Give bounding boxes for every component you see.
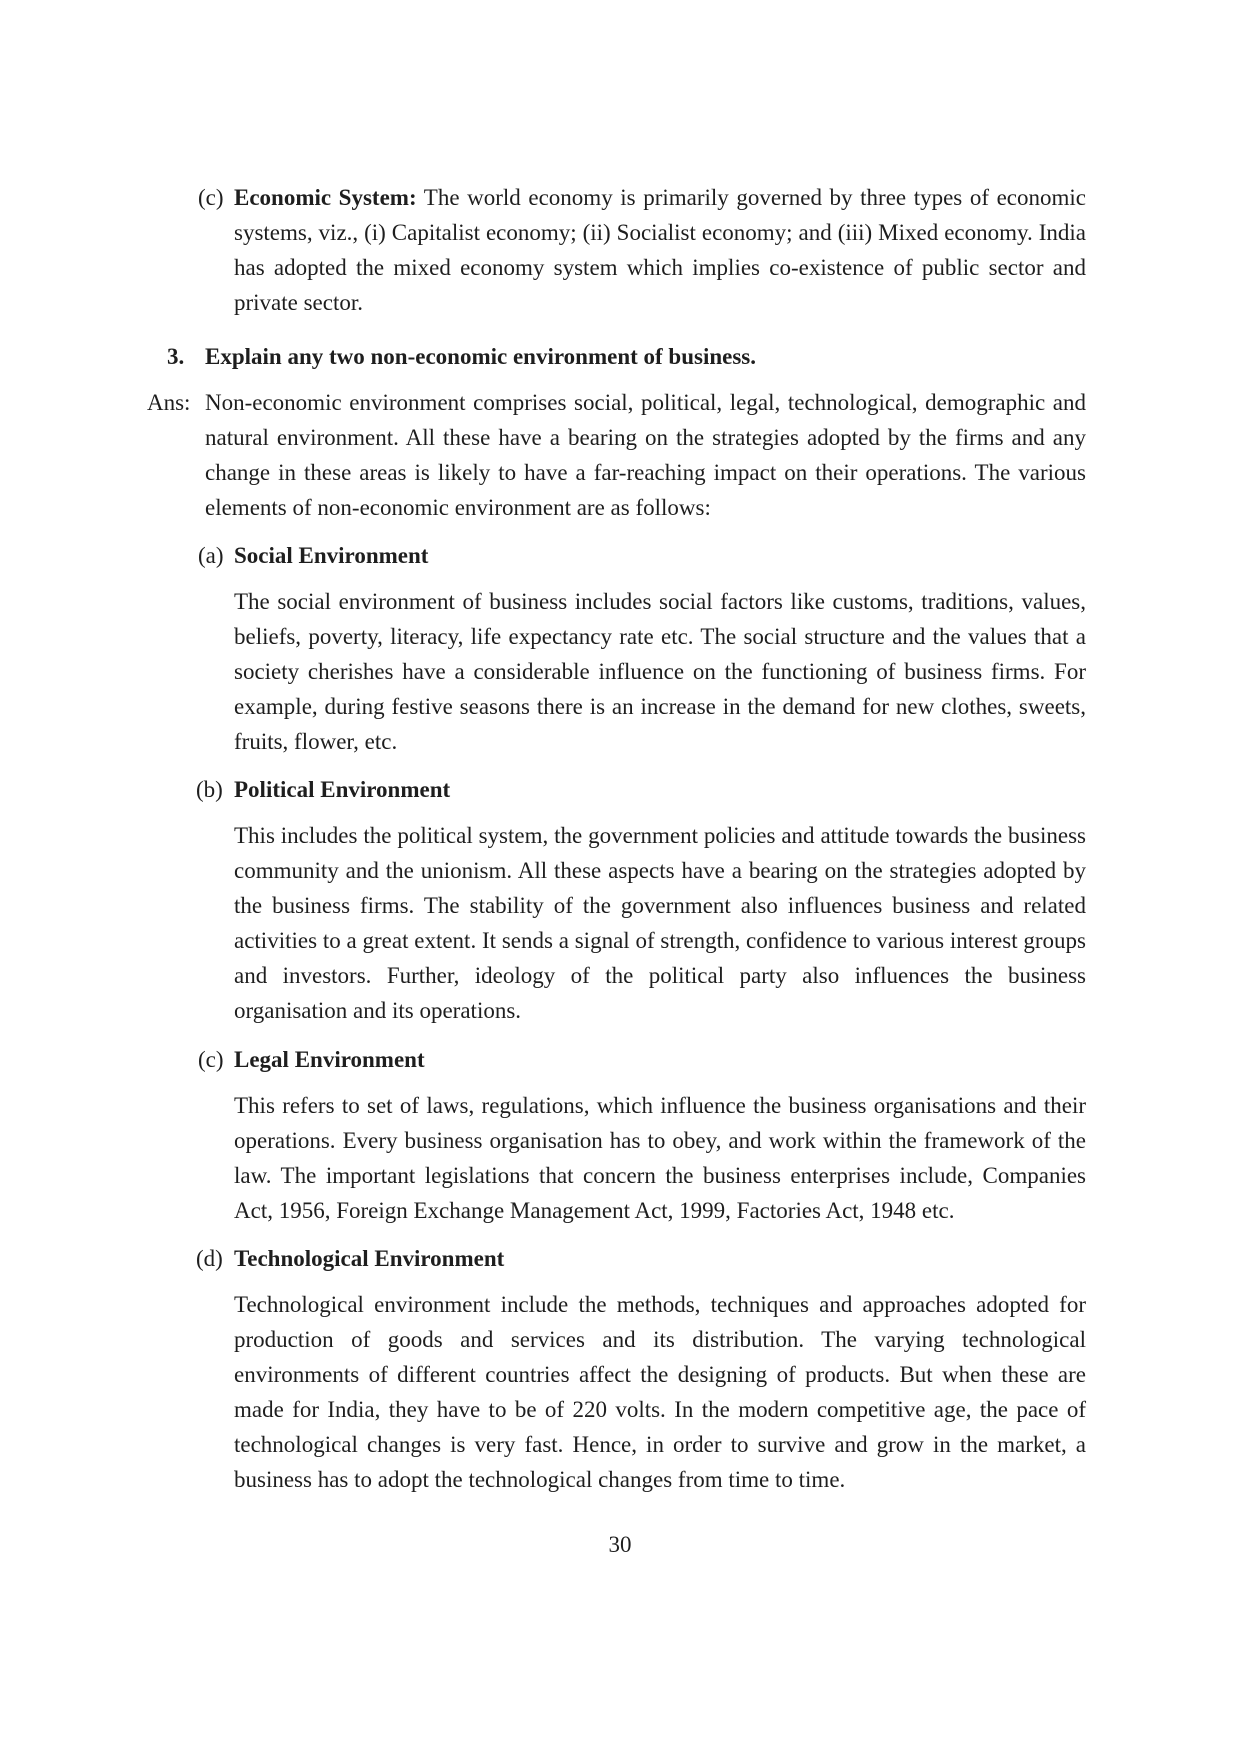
economic-system-label: (c): [198, 185, 224, 210]
social-environment-label: (a): [198, 543, 224, 568]
legal-environment-heading: Legal Environment: [234, 1047, 425, 1072]
page-number: 30: [608, 1532, 632, 1557]
political-environment-heading: Political Environment: [234, 777, 451, 802]
social-environment-text: The social environment of business includes social factors like customs, traditions, values, beliefs, poverty, literacy, life expectancy rate etc. The social structure and the values that a society cherishes have a considerable influence on the functioning of business firms. For example, during festive seasons there is an increase in the demand for new clothes, sweets, fruits, flower, etc.: [234, 589, 1086, 754]
political-environment-label: (b): [196, 777, 223, 802]
technological-environment-heading: Technological Environment: [234, 1246, 505, 1271]
political-environment-paragraph: [234, 818, 1086, 1028]
answer-paragraph: [205, 385, 1086, 525]
political-environment-text: This includes the political system, the government policies and attitude towards the business community and the unionism. All these aspects have a bearing on the strategies adopted by the business firms. The stability of the government also influences business and related activities to a great extent. It sends a signal of strength, confidence to various interest groups and investors. Further, ideology of the political party also influences the business organisation and its operations.: [234, 823, 1086, 1023]
answer-label: Ans:: [147, 390, 191, 415]
economic-system-paragraph: [234, 180, 1086, 320]
technological-environment-text: Technological environment include the methods, techniques and approaches adopted for production of goods and services and its distribution. The varying technological environments of different countries affect the designing of products. But when these are made for India, they have to be of 220 volts. In the modern competitive age, the pace of technological changes is very fast. Hence, in order to survive and grow in the market, a business has to adopt the technological changes from time to time.: [234, 1292, 1086, 1492]
question-text: Explain any two non-economic environment of business.: [205, 344, 757, 369]
technological-environment-label: (d): [196, 1246, 223, 1271]
social-environment-paragraph: [234, 584, 1086, 759]
legal-environment-paragraph: [234, 1088, 1086, 1228]
question-number: 3.: [167, 344, 185, 369]
economic-system-text: The world economy is primarily governed by three types of economic systems, viz., (i) Capitalist economy; (ii) Socialist economy; and (iii) Mixed economy. India has adopted the mixed economy system which implies co-existence of public sector and private sector.: [234, 185, 1086, 315]
legal-environment-text: This refers to set of laws, regulations, which influence the business organisations and their operations. Every business organisation has to obey, and work within the framework of the law. The important legislations that concern the business enterprises include, Companies Act, 1956, Foreign Exchange Management Act, 1999, Factories Act, 1948 etc.: [234, 1093, 1086, 1223]
economic-system-title: Economic System:: [234, 185, 417, 210]
technological-environment-paragraph: [234, 1287, 1086, 1497]
legal-environment-label: (c): [198, 1047, 224, 1072]
answer-text: Non-economic environment comprises social, political, legal, technological, demographic and natural environment. All these have a bearing on the strategies adopted by the firms and any change in these areas is likely to have a far-reaching impact on their operations. The various elements of non-economic environment are as follows:: [205, 390, 1086, 520]
social-environment-heading: Social Environment: [234, 543, 429, 568]
